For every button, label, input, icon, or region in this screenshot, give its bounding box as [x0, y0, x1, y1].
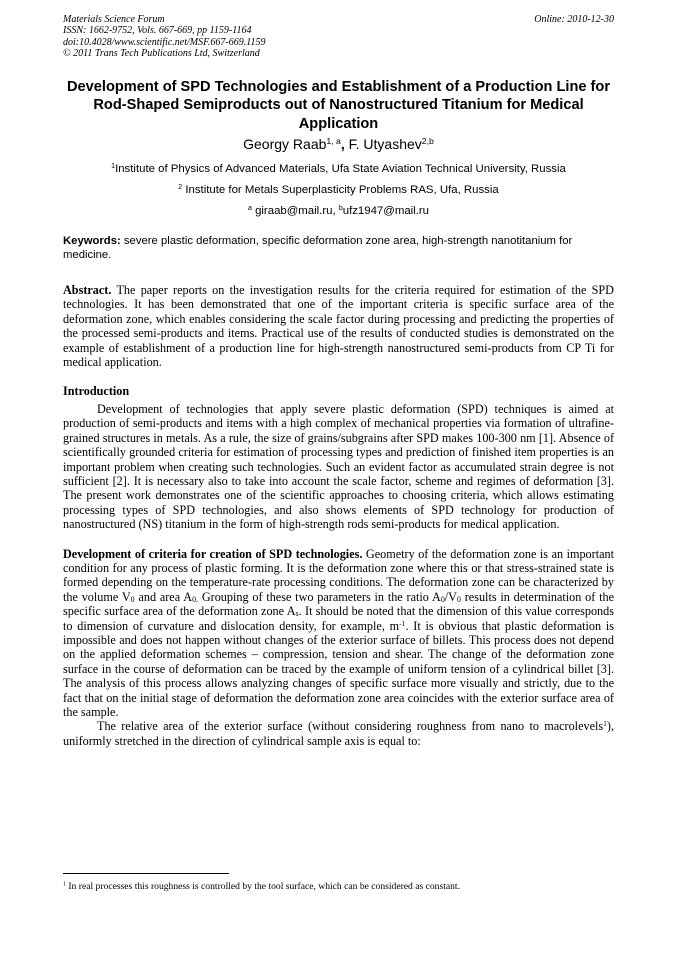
affiliation-text: Institute of Physics of Advanced Materials, Ufa State Aviation Technical University, Russia	[115, 163, 566, 176]
doi-line[interactable]: doi:10.4028/www.scientific.net/MSF.667-669.1159	[63, 36, 266, 48]
subscript: 0	[130, 594, 135, 604]
footnote-number: 1	[63, 881, 66, 888]
footnote-divider	[63, 873, 229, 874]
body-text: Geometry of the deformation zone is an important condition for any process of plastic forming. It is the deformation zone where this or that stress-strained state is formed depending on the temperature-rate processing conditions. The deformation zone can be characterized by the volume V	[63, 546, 614, 604]
abstract-paragraph	[63, 283, 614, 369]
body-text: /V	[444, 589, 457, 604]
issn-line: ISSN: 1662-9752, Vols. 667-669, pp 1159-1164	[63, 25, 252, 37]
footnote-text: In real processes this roughness is controlled by the tool surface, which can be considered as constant.	[65, 881, 460, 892]
introduction-paragraph: Development of technologies that apply severe plastic deformation (SPD) techniques is aimed at production of semi-products and items with a high complex of mechanical properties via formation of ultrafine-grained structures in metals. As a rule, the size of grains/subgrains after SPD makes 100-300 nm [1]. Absence of scientifically grounded criteria for estimation of processing types and prediction of finished item properties is an important problem when creating such technologies. Such an evident factor as accumulated strain degree is not sufficient [2]. It is necessary also to take into account the scale factor, scheme and regimes of deformation [3]. The present work demonstrates one of the scientific approaches to choosing criteria, which allows estimating processing types of SPD technologies, and also shows elements of SPD technology for production of nanostructured (NS) titanium in the form of high-strength rods semi-products for medical application.	[63, 401, 614, 532]
paper-title: Development of SPD Technologies and Establishment of a Production Line for Rod-Shaped Semiproducts out of Nanostructured Titanium for Medical Application	[67, 79, 610, 132]
introduction-heading: Introduction	[63, 383, 130, 398]
subscript: 0	[456, 594, 461, 604]
author-name: F. Utyashev	[344, 136, 422, 153]
affiliation-1	[63, 162, 614, 176]
keywords-label: Keywords:	[63, 235, 121, 248]
subscript: s	[295, 609, 299, 619]
body-text: Grouping of these two parameters in the ratio A	[198, 589, 441, 604]
author-affiliation-mark: 1, a	[326, 136, 341, 147]
development-heading: Development of criteria for creation of SPD technologies.	[63, 546, 363, 561]
keywords-text: severe plastic deformation, specific deformation zone area, high-strength nanotitanium for medicine.	[63, 235, 573, 262]
journal-header	[63, 14, 614, 59]
online-date: Online: 2010-12-30	[534, 14, 614, 25]
development-paragraph	[63, 547, 614, 720]
body-text: ), uniformly stretched in the direction of cylindrical sample axis is equal to:	[63, 719, 614, 748]
body-text: . It should be noted that the dimension of this value corresponds to dimension of curvature and dislocation density, for example, m	[63, 604, 614, 633]
abstract-label: Abstract.	[63, 283, 112, 298]
email-address[interactable]: ufz1947@mail.ru	[342, 205, 430, 218]
abstract-text: The paper reports on the investigation results for the criteria required for estimation of the SPD technologies. It has been demonstrated that one of the important criteria is specific surface area of the deformation zone, which enables considering the scale factor during processing and predicting the properties of the processed semi-products and items. Practical use of the results of conducted studies is demonstrated on the example of establishment of a production line for high-strength nanostructured semi-products from CP Ti for medical application.	[63, 283, 614, 370]
email-mark: a	[247, 205, 252, 213]
email-mark: b	[338, 205, 343, 213]
relative-area-paragraph	[63, 719, 614, 748]
paper-page	[63, 14, 614, 748]
affiliation-mark: 2	[178, 184, 183, 192]
footnote-mark[interactable]: 1	[603, 719, 607, 729]
copyright-line: © 2011 Trans Tech Publications Ltd, Switzerland	[63, 47, 260, 59]
journal-name: Materials Science Forum	[63, 14, 165, 25]
keywords	[63, 234, 614, 262]
affiliation-text: Institute for Metals Superplasticity Problems RAS, Ufa, Russia	[182, 184, 499, 197]
superscript: -1	[399, 618, 406, 628]
email-address[interactable]: giraab@mail.ru,	[251, 205, 339, 218]
author-affiliation-mark: 2,b	[421, 136, 434, 147]
body-text: and area A	[134, 589, 193, 604]
affiliation-2	[63, 183, 614, 197]
footnote	[63, 881, 614, 892]
author-separator: ,	[340, 136, 345, 153]
affiliation-mark: 1	[111, 163, 116, 171]
author-name: Georgy Raab	[243, 136, 327, 153]
body-text: . It is obvious that plastic deformation is impossible and does not happen without changes of the exterior surface of billets. This process does not depend on the applied deformation schemes – compression, tension and shear. The change of the deformation zone surface in the course of deformation can be traced by the example of uniform tension of a cylindrical billet [3]. The analysis of this process allows analyzing changes of specific surface more visually and strictly, due to the fact that on the initial stage of deformation the deformation zone area coincides with the exterior surface area of the sample.	[63, 618, 615, 720]
author-line	[63, 135, 614, 153]
body-text: The relative area of the exterior surface (without considering roughness from nano to macrolevels	[97, 719, 604, 734]
body-text: results in determination of the specific surface area of the deformation zone A	[63, 589, 615, 619]
subscript: 0.	[192, 594, 199, 604]
email-line	[63, 204, 614, 218]
subscript: 0	[440, 594, 445, 604]
